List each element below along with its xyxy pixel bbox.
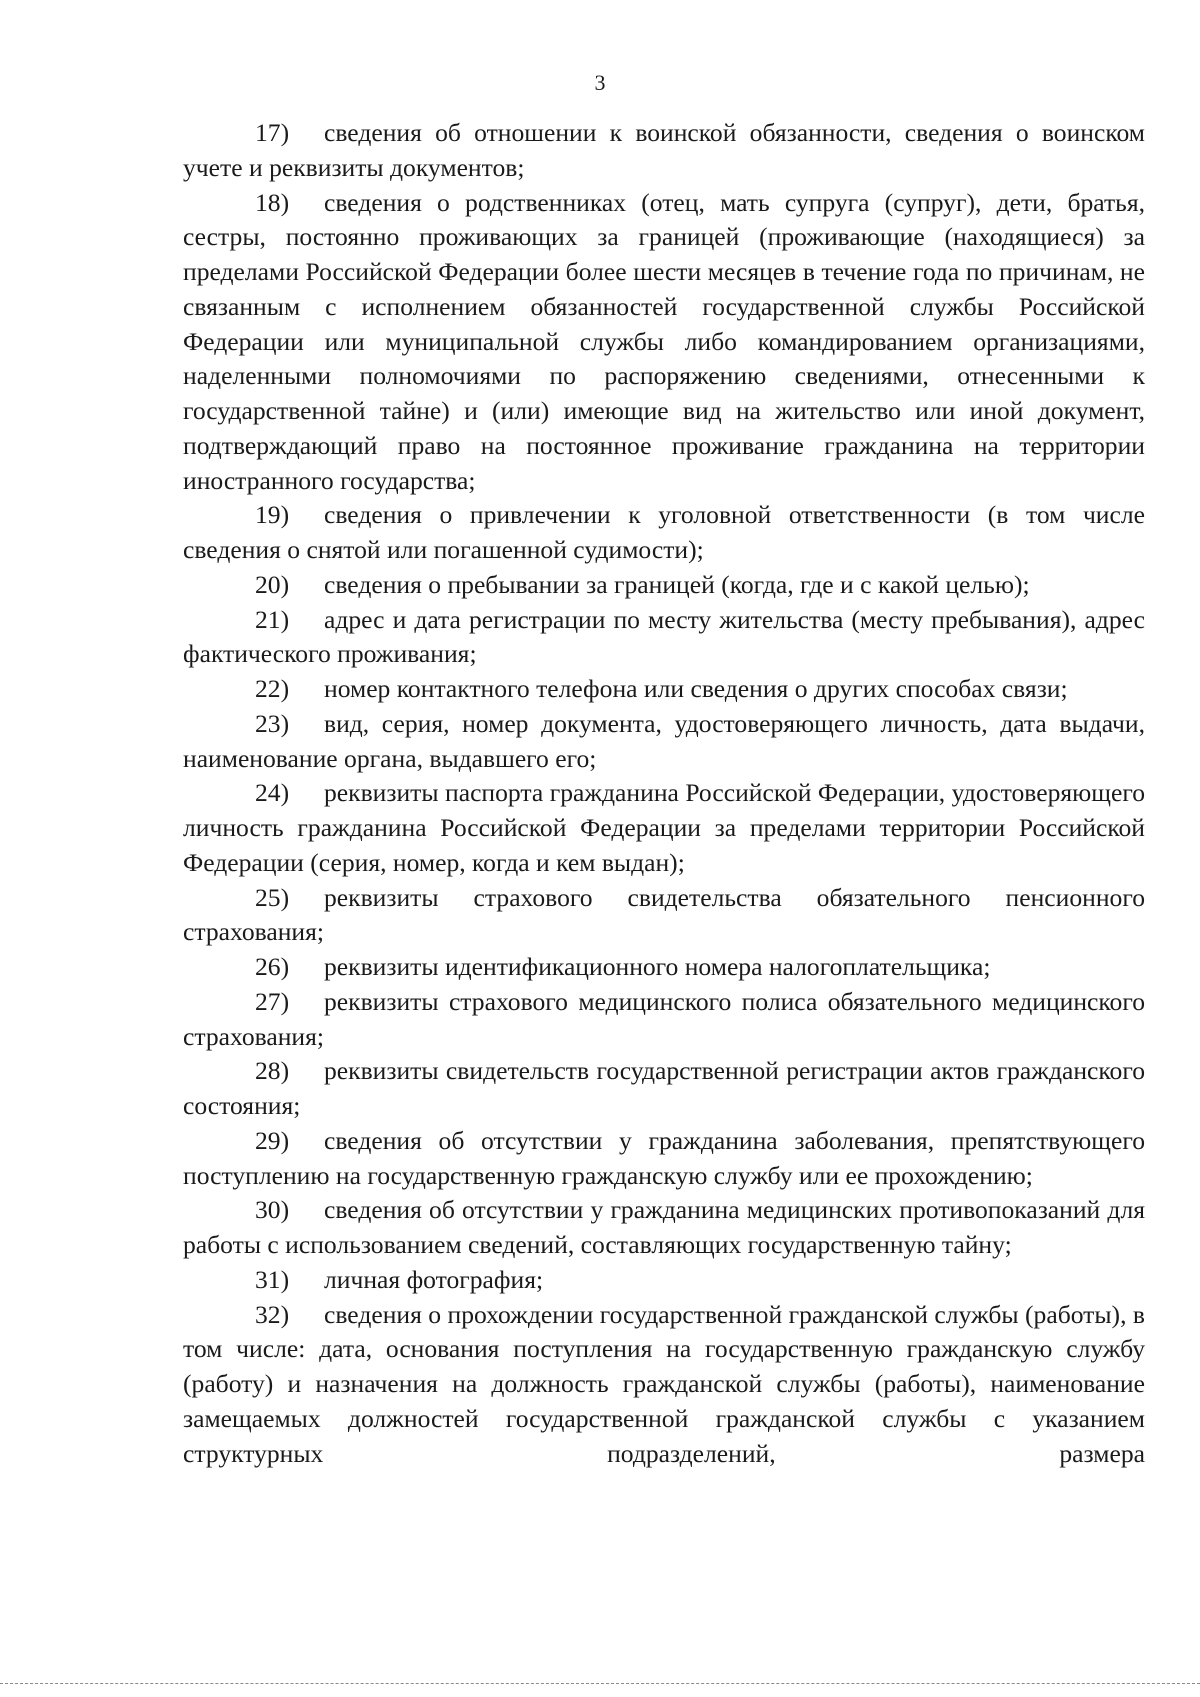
item-number: 27) <box>255 986 290 1016</box>
list-item <box>183 985 1145 1055</box>
item-text: реквизиты страхового медицинского полиса обязательного медицинского страхования; <box>183 986 1145 1051</box>
item-text: реквизиты паспорта гражданина Российской Федерации, удостоверяющего личность гражданина Российской Федерации за пределами территории Российской Федерации (серия, номер, когда и кем выдан); <box>183 778 1145 877</box>
list-item <box>183 498 1145 568</box>
scan-edge-divider <box>0 1683 1200 1684</box>
item-number: 29) <box>255 1125 290 1155</box>
item-text: личная фотография; <box>324 1264 544 1294</box>
list-item <box>183 1263 1145 1298</box>
item-text: сведения о прохождении государственной гражданской службы (работы), в том числе: дата, основания поступления на государственную гражданскую службу (работу) и назначения на должность гражданской службы (работы), наименование замещаемых должностей государственной гражданской службы с указанием структурных подразделений, размера <box>183 1299 1145 1468</box>
item-number: 31) <box>255 1264 290 1294</box>
item-text: реквизиты страхового свидетельства обязательного пенсионного страхования; <box>183 882 1145 947</box>
list-item <box>183 603 1145 673</box>
item-text: реквизиты свидетельств государственной регистрации актов гражданского состояния; <box>183 1056 1145 1120</box>
list-item <box>183 672 1145 707</box>
item-text: адрес и дата регистрации по месту жительства (месту пребывания), адрес фактического проживания; <box>183 604 1145 669</box>
list-item <box>183 1298 1145 1472</box>
list-item <box>183 1054 1145 1124</box>
item-number: 24) <box>255 778 290 808</box>
item-text: сведения о привлечении к уголовной ответственности (в том числе сведения о снятой или погашенной судимости); <box>183 500 1145 564</box>
list-item <box>183 881 1145 951</box>
item-number: 18) <box>255 187 290 217</box>
item-number: 20) <box>255 569 290 599</box>
item-number: 17) <box>255 118 290 147</box>
list-item <box>183 186 1145 499</box>
item-number: 26) <box>255 952 290 981</box>
list-item <box>183 950 1145 985</box>
list-item <box>183 116 1145 186</box>
item-number: 28) <box>255 1056 290 1086</box>
item-number: 23) <box>255 708 290 738</box>
item-text: номер контактного телефона или сведения о других способах связи; <box>324 674 1068 703</box>
page-number: 3 <box>594 70 606 95</box>
item-text: сведения об отсутствии у гражданина заболевания, препятствующего поступлению на государственную гражданскую службу или ее прохождению; <box>183 1125 1145 1190</box>
item-number: 19) <box>255 500 290 530</box>
item-number: 32) <box>255 1299 290 1329</box>
item-number: 22) <box>255 674 290 703</box>
list-item <box>183 707 1145 777</box>
item-number: 25) <box>255 882 290 912</box>
item-text: сведения о родственниках (отец, мать супруга (супруг), дети, братья, сестры, постоянно проживающих за границей (проживающие (находящиеся) за пределами Российской Федерации более шести месяцев в течение года по причинам, не связанным с исполнением обязанностей государственной службы Российской Федерации или муниципальной службы либо командированием организациями, наделенными полномочиями по распоряжению сведениями, отнесенными к государственной тайне) и (или) имеющие вид на жительство или иной документ, подтверждающий право на постоянное проживание гражданина на территории иностранного государства; <box>183 187 1145 495</box>
item-text: сведения о пребывании за границей (когда, где и с какой целью); <box>324 569 1030 599</box>
item-text: вид, серия, номер документа, удостоверяющего личность, дата выдачи, наименование органа, выдавшего его; <box>183 708 1145 773</box>
list-item <box>183 776 1145 880</box>
item-number: 21) <box>255 604 290 634</box>
list-item <box>183 1193 1145 1263</box>
list-item <box>183 568 1145 603</box>
item-text: сведения об отсутствии у гражданина медицинских противопоказаний для работы с использованием сведений, составляющих государственную тайну; <box>183 1195 1145 1259</box>
item-text: реквизиты идентификационного номера налогоплательщика; <box>324 952 991 981</box>
document-body <box>183 116 1145 1471</box>
list-item <box>183 1124 1145 1194</box>
item-text: сведения об отношении к воинской обязанности, сведения о воинском учете и реквизиты документов; <box>183 118 1145 182</box>
item-number: 30) <box>255 1195 290 1225</box>
